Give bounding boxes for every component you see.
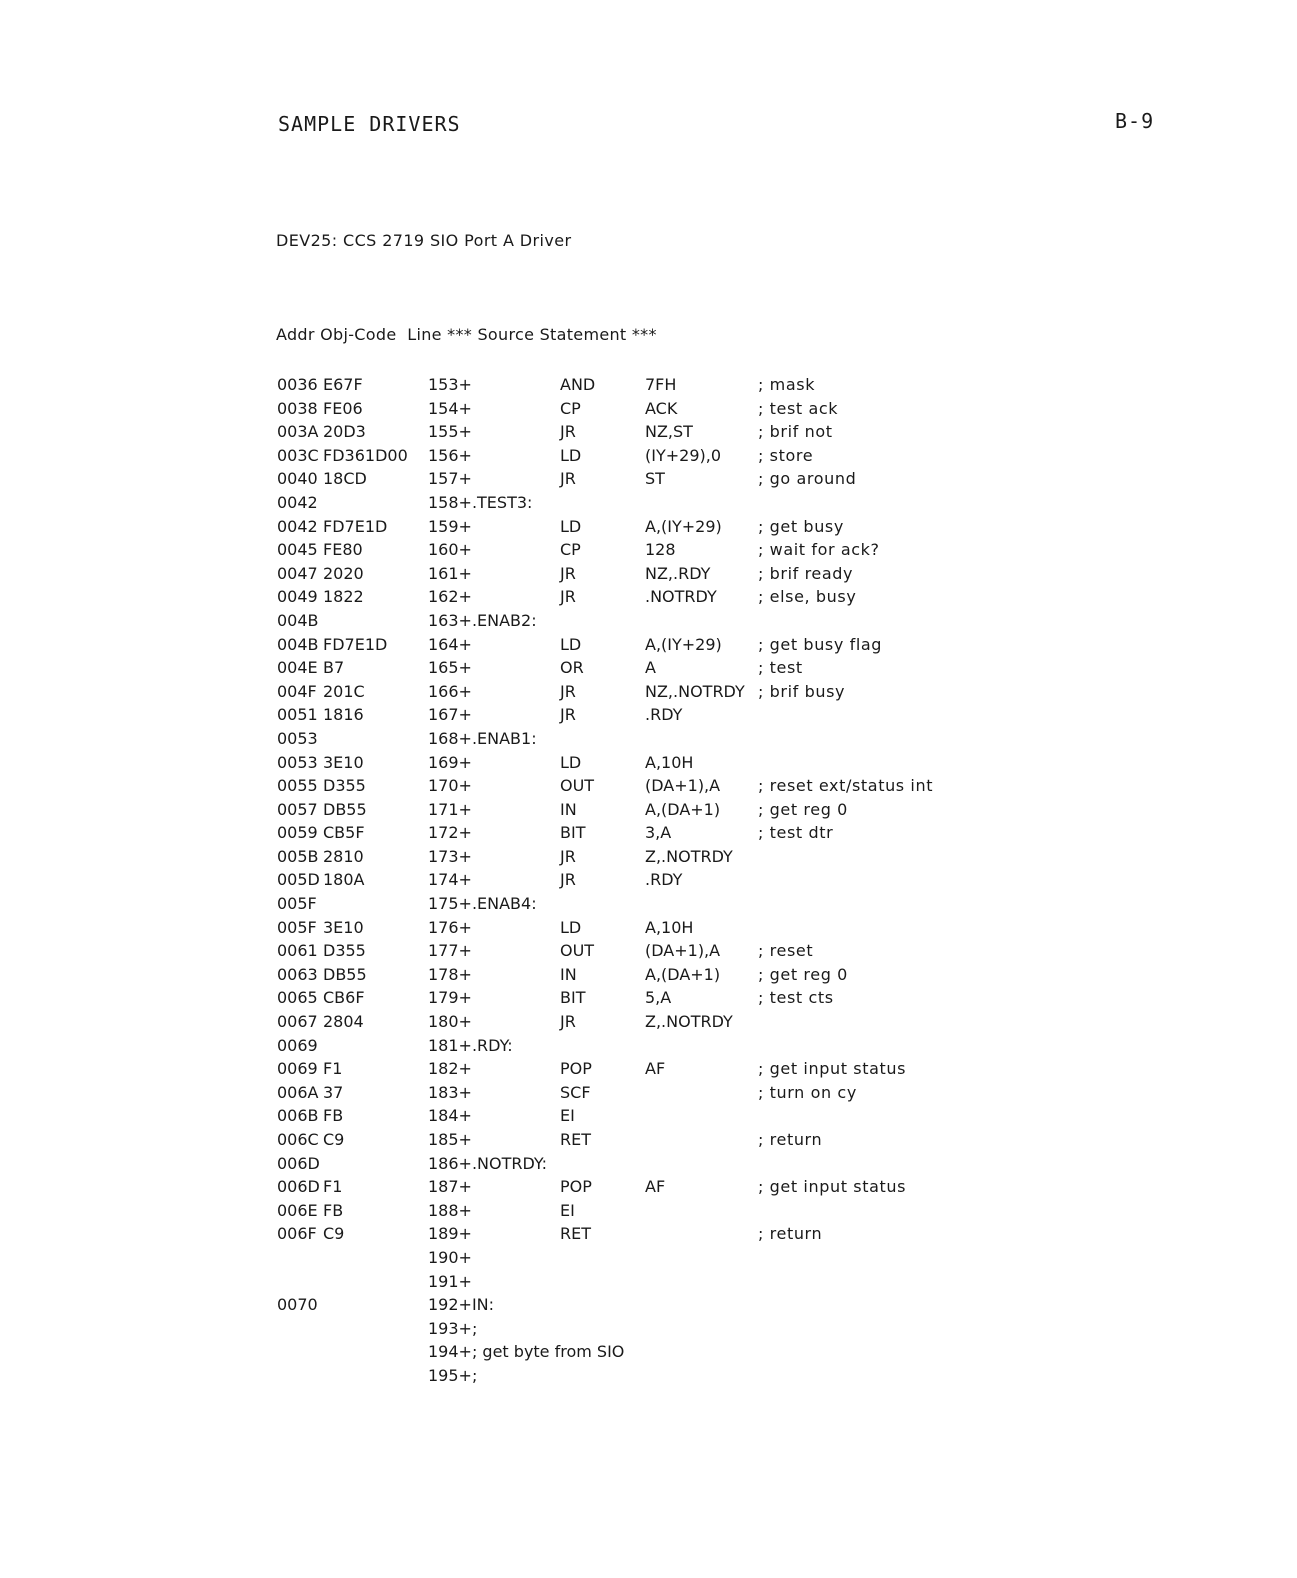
listing-opcode: IN	[560, 964, 577, 984]
listing-comment: ; brif busy	[758, 681, 846, 701]
listing-address: 004B	[277, 610, 319, 630]
listing-operand: NZ,ST	[645, 422, 693, 442]
listing-comment: ; get input status	[758, 1177, 907, 1197]
listing-row	[0, 420, 1297, 444]
listing-operand: ACK	[645, 398, 678, 418]
listing-address: 005B	[277, 846, 319, 866]
listing-comment: ; get input status	[758, 1059, 907, 1079]
listing-object-code: 20D3	[323, 422, 366, 442]
listing-object-code: 180A	[323, 870, 365, 890]
listing-operand: 5,A	[645, 988, 672, 1008]
listing-row	[0, 1317, 1297, 1341]
listing-operand: A,(IY+29)	[645, 516, 722, 536]
listing-object-code: 1816	[323, 705, 364, 725]
listing-operand: .RDY	[645, 870, 683, 890]
listing-object-code: 18CD	[323, 469, 367, 489]
listing-object-code: 3E10	[323, 917, 364, 937]
listing-row	[0, 538, 1297, 562]
listing-object-code: CB5F	[323, 823, 365, 843]
listing-object-code: FB	[323, 1200, 344, 1220]
listing-line-number: 156+	[428, 445, 472, 465]
listing-address: 0045	[277, 540, 318, 560]
listing-address: 004E	[277, 658, 318, 678]
listing-row	[0, 680, 1297, 704]
listing-line-number: 194+; get byte from SIO	[428, 1342, 625, 1362]
listing-row	[0, 751, 1297, 775]
listing-object-code: FB	[323, 1106, 344, 1126]
listing-row	[0, 1057, 1297, 1081]
listing-opcode: JR	[560, 469, 576, 489]
listing-address: 006B	[277, 1106, 319, 1126]
listing-opcode: OUT	[560, 776, 595, 796]
listing-operand: NZ,.NOTRDY	[645, 681, 745, 701]
listing-address: 006F	[277, 1224, 317, 1244]
listing-row	[0, 821, 1297, 845]
listing-line-number: 188+	[428, 1200, 472, 1220]
listing-object-code: B7	[323, 658, 345, 678]
listing-opcode: LD	[560, 516, 582, 536]
listing-operand: 128	[645, 540, 676, 560]
listing-operand: (IY+29),0	[645, 445, 722, 465]
listing-object-code: 3E10	[323, 752, 364, 772]
listing-row	[0, 467, 1297, 491]
listing-line-number: 164+	[428, 634, 472, 654]
listing-line-number: 158+.TEST3:	[428, 492, 533, 512]
listing-address: 0070	[277, 1295, 318, 1315]
listing-address: 0051	[277, 705, 318, 725]
listing-comment: ; store	[758, 445, 814, 465]
listing-object-code: DB55	[323, 799, 367, 819]
listing-object-code: F1	[323, 1059, 343, 1079]
listing-operand: A	[645, 658, 656, 678]
listing-address: 0036	[277, 375, 318, 394]
listing-row	[0, 1340, 1297, 1364]
listing-row	[0, 1199, 1297, 1223]
listing-line-number: 195+;	[428, 1365, 478, 1385]
listing-opcode: EI	[560, 1106, 575, 1126]
listing-row	[0, 585, 1297, 609]
listing-operand: A,10H	[645, 917, 694, 937]
listing-address: 0053	[277, 728, 318, 748]
listing-row	[0, 1175, 1297, 1199]
listing-opcode: JR	[560, 705, 576, 725]
listing-comment: ; test cts	[758, 988, 834, 1008]
listing-address: 005D	[277, 870, 320, 890]
listing-row	[0, 1293, 1297, 1317]
listing-address: 0061	[277, 941, 318, 961]
listing-object-code: FD7E1D	[323, 516, 388, 536]
listing-row	[0, 727, 1297, 751]
listing-row	[0, 1270, 1297, 1294]
listing-opcode: AND	[560, 375, 596, 394]
listing-comment: ; get reg 0	[758, 799, 848, 819]
listing-address: 006D	[277, 1177, 320, 1197]
listing-address: 0057	[277, 799, 318, 819]
listing-comment: ; brif ready	[758, 563, 854, 583]
listing-line-number: 183+	[428, 1082, 472, 1102]
listing-line-number: 192+IN:	[428, 1295, 495, 1315]
listing-opcode: LD	[560, 634, 582, 654]
listing-address: 0049	[277, 587, 318, 607]
listing-opcode: OUT	[560, 941, 595, 961]
listing-row	[0, 444, 1297, 468]
listing-address: 003C	[277, 445, 319, 465]
listing-address: 003A	[277, 422, 319, 442]
listing-comment: ; go around	[758, 469, 857, 489]
listing-operand: AF	[645, 1059, 666, 1079]
listing-operand: ST	[645, 469, 665, 489]
listing-row	[0, 1034, 1297, 1058]
listing-line-number: 171+	[428, 799, 472, 819]
listing-operand: Z,.NOTRDY	[645, 846, 733, 866]
listing-comment: ; turn on cy	[758, 1082, 857, 1102]
listing-line-number: 159+	[428, 516, 472, 536]
listing-operand: 7FH	[645, 375, 677, 394]
listing-opcode: JR	[560, 870, 576, 890]
assembly-listing	[0, 373, 1297, 1388]
listing-operand: NZ,.RDY	[645, 563, 711, 583]
listing-line-number: 178+	[428, 964, 472, 984]
listing-line-number: 168+.ENAB1:	[428, 728, 537, 748]
listing-opcode: EI	[560, 1200, 575, 1220]
listing-opcode: JR	[560, 422, 576, 442]
listing-address: 004B	[277, 634, 319, 654]
listing-column-header: Addr Obj-Code Line *** Source Statement ***	[276, 325, 657, 344]
listing-row	[0, 1104, 1297, 1128]
listing-row	[0, 491, 1297, 515]
listing-address: 005F	[277, 894, 317, 914]
listing-operand: A,10H	[645, 752, 694, 772]
listing-operand: (DA+1),A	[645, 776, 721, 796]
listing-object-code: FD361D00	[323, 445, 408, 465]
listing-comment: ; return	[758, 1130, 823, 1149]
listing-opcode: SCF	[560, 1082, 591, 1102]
listing-row	[0, 609, 1297, 633]
listing-line-number: 167+	[428, 705, 472, 725]
listing-operand: Z,.NOTRDY	[645, 1012, 733, 1032]
listing-opcode: JR	[560, 587, 576, 607]
listing-address: 006E	[277, 1200, 318, 1220]
listing-address: 0038	[277, 398, 318, 418]
listing-line-number: 162+	[428, 587, 472, 607]
listing-comment: ; get reg 0	[758, 964, 848, 984]
listing-operand: .NOTRDY	[645, 587, 717, 607]
listing-object-code: 1822	[323, 587, 364, 607]
listing-line-number: 154+	[428, 398, 472, 418]
listing-opcode: RET	[560, 1224, 591, 1244]
listing-comment: ; test	[758, 658, 803, 678]
listing-opcode: LD	[560, 917, 582, 937]
listing-object-code: C9	[323, 1130, 345, 1149]
listing-comment: ; test ack	[758, 398, 839, 418]
listing-row	[0, 986, 1297, 1010]
listing-object-code: CB6F	[323, 988, 365, 1008]
listing-line-number: 174+	[428, 870, 472, 890]
listing-row	[0, 703, 1297, 727]
running-head: SAMPLE DRIVERS	[278, 112, 461, 136]
listing-comment: ; else, busy	[758, 587, 857, 607]
document-title: DEV25: CCS 2719 SIO Port A Driver	[276, 231, 572, 250]
listing-comment: ; wait for ack?	[758, 540, 880, 560]
listing-line-number: 190+	[428, 1247, 472, 1267]
listing-line-number: 157+	[428, 469, 472, 489]
listing-comment: ; return	[758, 1224, 823, 1244]
listing-object-code: 2810	[323, 846, 364, 866]
listing-line-number: 187+	[428, 1177, 472, 1197]
listing-comment: ; reset	[758, 941, 814, 961]
listing-row	[0, 774, 1297, 798]
listing-opcode: LD	[560, 752, 582, 772]
listing-opcode: LD	[560, 445, 582, 465]
listing-address: 0040	[277, 469, 318, 489]
listing-address: 0069	[277, 1059, 318, 1079]
listing-operand: A,(DA+1)	[645, 964, 721, 984]
listing-line-number: 181+.RDY:	[428, 1035, 513, 1055]
listing-object-code: 201C	[323, 681, 365, 701]
listing-row	[0, 633, 1297, 657]
listing-opcode: RET	[560, 1130, 591, 1149]
listing-object-code: 2020	[323, 563, 364, 583]
listing-line-number: 184+	[428, 1106, 472, 1126]
listing-operand: AF	[645, 1177, 666, 1197]
listing-address: 0042	[277, 516, 318, 536]
listing-object-code: FD7E1D	[323, 634, 388, 654]
listing-address: 004F	[277, 681, 317, 701]
listing-operand: (DA+1),A	[645, 941, 721, 961]
listing-object-code: DB55	[323, 964, 367, 984]
listing-opcode: POP	[560, 1059, 592, 1079]
listing-address: 0067	[277, 1012, 318, 1032]
listing-address: 0063	[277, 964, 318, 984]
listing-line-number: 177+	[428, 941, 472, 961]
listing-opcode: JR	[560, 563, 576, 583]
listing-object-code: E67F	[323, 375, 363, 394]
listing-address: 0053	[277, 752, 318, 772]
listing-line-number: 182+	[428, 1059, 472, 1079]
listing-row	[0, 798, 1297, 822]
listing-opcode: JR	[560, 681, 576, 701]
listing-line-number: 175+.ENAB4:	[428, 894, 537, 914]
listing-line-number: 185+	[428, 1130, 472, 1149]
listing-row	[0, 916, 1297, 940]
listing-line-number: 160+	[428, 540, 472, 560]
listing-address: 006D	[277, 1153, 320, 1173]
listing-opcode: JR	[560, 846, 576, 866]
listing-line-number: 163+.ENAB2:	[428, 610, 537, 630]
listing-row	[0, 1081, 1297, 1105]
listing-address: 006C	[277, 1130, 319, 1149]
listing-row	[0, 939, 1297, 963]
listing-comment: ; reset ext/status int	[758, 776, 934, 796]
listing-opcode: BIT	[560, 988, 586, 1008]
listing-line-number: 186+.NOTRDY:	[428, 1153, 547, 1173]
listing-operand: A,(IY+29)	[645, 634, 722, 654]
listing-row	[0, 515, 1297, 539]
listing-line-number: 161+	[428, 563, 472, 583]
listing-row	[0, 1222, 1297, 1246]
listing-comment: ; mask	[758, 375, 816, 394]
listing-line-number: 191+	[428, 1271, 472, 1291]
listing-line-number: 165+	[428, 658, 472, 678]
listing-line-number: 166+	[428, 681, 472, 701]
listing-object-code: F1	[323, 1177, 343, 1197]
listing-row	[0, 1128, 1297, 1152]
listing-object-code: D355	[323, 941, 366, 961]
listing-row	[0, 1364, 1297, 1388]
listing-row	[0, 1010, 1297, 1034]
listing-row	[0, 963, 1297, 987]
listing-line-number: 179+	[428, 988, 472, 1008]
listing-row	[0, 868, 1297, 892]
listing-comment: ; get busy	[758, 516, 844, 536]
listing-address: 0059	[277, 823, 318, 843]
listing-line-number: 170+	[428, 776, 472, 796]
listing-opcode: OR	[560, 658, 584, 678]
listing-line-number: 189+	[428, 1224, 472, 1244]
listing-row	[0, 562, 1297, 586]
listing-line-number: 153+	[428, 375, 472, 394]
listing-line-number: 155+	[428, 422, 472, 442]
listing-operand: .RDY	[645, 705, 683, 725]
listing-line-number: 169+	[428, 752, 472, 772]
listing-address: 006A	[277, 1082, 319, 1102]
listing-object-code: D355	[323, 776, 366, 796]
listing-opcode: JR	[560, 1012, 576, 1032]
listing-address: 005F	[277, 917, 317, 937]
listing-comment: ; brif not	[758, 422, 833, 442]
listing-row	[0, 373, 1297, 397]
listing-opcode: IN	[560, 799, 577, 819]
listing-row	[0, 1152, 1297, 1176]
listing-line-number: 176+	[428, 917, 472, 937]
listing-object-code: 2804	[323, 1012, 364, 1032]
listing-address: 0065	[277, 988, 318, 1008]
listing-opcode: CP	[560, 398, 581, 418]
listing-comment: ; test dtr	[758, 823, 834, 843]
listing-line-number: 193+;	[428, 1318, 478, 1338]
listing-address: 0069	[277, 1035, 318, 1055]
listing-address: 0042	[277, 492, 318, 512]
listing-object-code: FE80	[323, 540, 363, 560]
listing-object-code: 37	[323, 1082, 344, 1102]
listing-object-code: FE06	[323, 398, 363, 418]
page-number: B-9	[1115, 109, 1155, 133]
listing-address: 0055	[277, 776, 318, 796]
listing-row	[0, 1246, 1297, 1270]
listing-line-number: 180+	[428, 1012, 472, 1032]
listing-operand: 3,A	[645, 823, 672, 843]
listing-row	[0, 892, 1297, 916]
listing-object-code: C9	[323, 1224, 345, 1244]
listing-address: 0047	[277, 563, 318, 583]
listing-operand: A,(DA+1)	[645, 799, 721, 819]
listing-opcode: BIT	[560, 823, 586, 843]
listing-comment: ; get busy flag	[758, 634, 883, 654]
listing-row	[0, 397, 1297, 421]
listing-line-number: 173+	[428, 846, 472, 866]
listing-row	[0, 845, 1297, 869]
listing-opcode: POP	[560, 1177, 592, 1197]
listing-line-number: 172+	[428, 823, 472, 843]
listing-row	[0, 656, 1297, 680]
listing-opcode: CP	[560, 540, 581, 560]
